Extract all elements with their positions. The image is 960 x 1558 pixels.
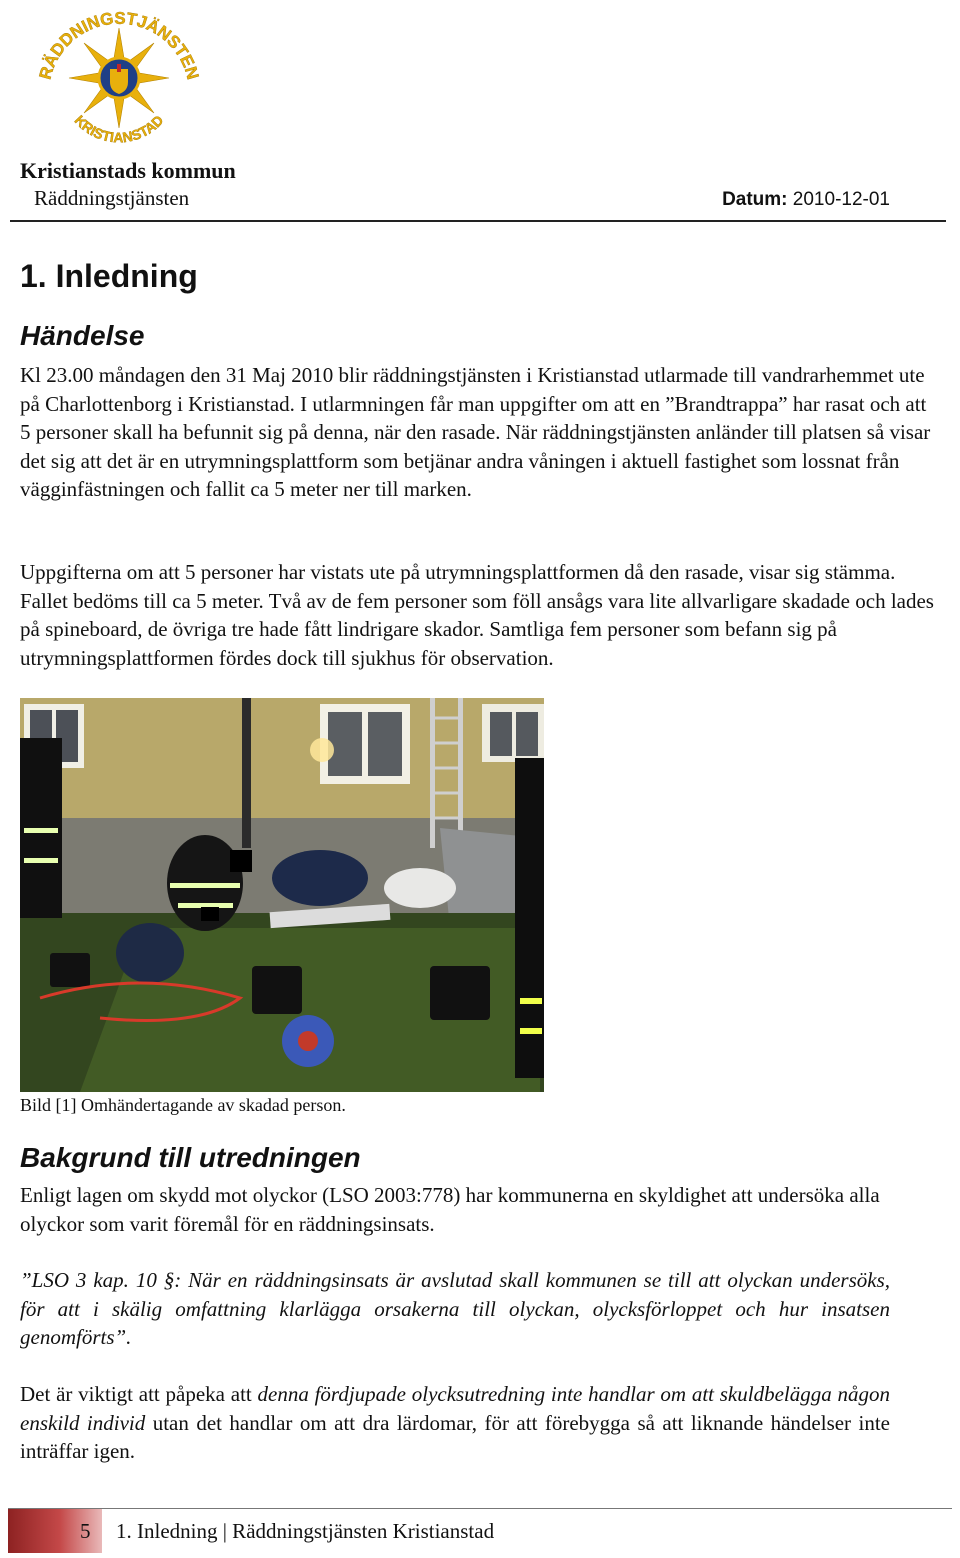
logo-text-bottom: KRISTIANSTAD <box>71 111 167 146</box>
page-number: 5 <box>80 1519 91 1543</box>
accident-scene-photo <box>20 698 544 1092</box>
footer-text: 1. Inledning | Räddningstjänsten Kristianstad <box>116 1519 495 1543</box>
section-title: 1. Inledning <box>20 258 198 294</box>
background-paragraph-2 <box>20 1380 890 1466</box>
paragraph-2-end: utan det handlar om att dra lärdomar, för att förebygga så att liknande händelser inte inträffar igen. <box>20 1410 890 1463</box>
date-value: 2010-12-01 <box>792 189 890 210</box>
document-date <box>722 189 890 211</box>
background-paragraph-1: Enligt lagen om skydd mot olyckor (LSO 2003:778) har kommunerna en skyldighet att undersöka alla olyckor som varit föremål för en räddningsinsats. <box>20 1183 880 1236</box>
paragraph-2-emphasis: denna fördjupade olycksutredning inte handlar om att skuldbelägga någon enskild individ <box>20 1382 891 1435</box>
event-paragraph-1: Kl 23.00 måndagen den 31 Maj 2010 blir räddningstjänsten i Kristianstad utlarmade till vandrarhemmet ute på Charlottenborg i Kristianstad. I utlarmningen får man uppgifter om att en ”Brandtrappa” har rasat och att 5 personer skall ha befunnit sig på denna, när den rasade. När räddningstjänsten anländer till platsen så visar det sig att det är en utrymningsplattform som betjänar andra våningen i aktuell fastighet som lossnat från vägginfästningen och fallit ca 5 meter ner till marken. <box>20 363 931 501</box>
header-divider <box>10 220 946 222</box>
raddningstjansten-emblem-icon <box>34 0 204 156</box>
background-heading: Bakgrund till utredningen <box>20 1142 361 1173</box>
department-name: Räddningstjänsten <box>34 186 190 210</box>
organization-name: Kristianstads kommun <box>20 158 236 183</box>
paragraph-2-start: Det är viktigt att påpeka att <box>20 1382 258 1406</box>
photo-caption: Bild [1] Omhändertagande av skadad person. <box>20 1095 346 1115</box>
event-paragraph-2: Uppgifterna om att 5 personer har vistats ute på utrymningsplattformen då den rasade, visar sig stämma. Fallet bedöms till ca 5 meter. Två av de fem personer som föll ansågs vara lite allvarligare skadade och lades på spineboard, de övriga tre hade fått lindrigare skador. Samtliga fem personer som befann sig på utrymningsplattformen fördes dock till sjukhus för observation. <box>20 560 934 670</box>
date-label: Datum: <box>722 189 788 210</box>
footer-divider <box>8 1508 952 1509</box>
logo-text-top: RÄDDNINGSTJÄNSTEN <box>35 8 203 82</box>
event-heading: Händelse <box>20 320 145 351</box>
law-quote: ”LSO 3 kap. 10 §: När en räddningsinsats är avslutad skall kommunen se till att olyckan undersöks, för att i skälig omfattning klarlägga orsakerna till olyckan, olycksförloppet och hur insatsen genomförts”. <box>20 1268 890 1349</box>
